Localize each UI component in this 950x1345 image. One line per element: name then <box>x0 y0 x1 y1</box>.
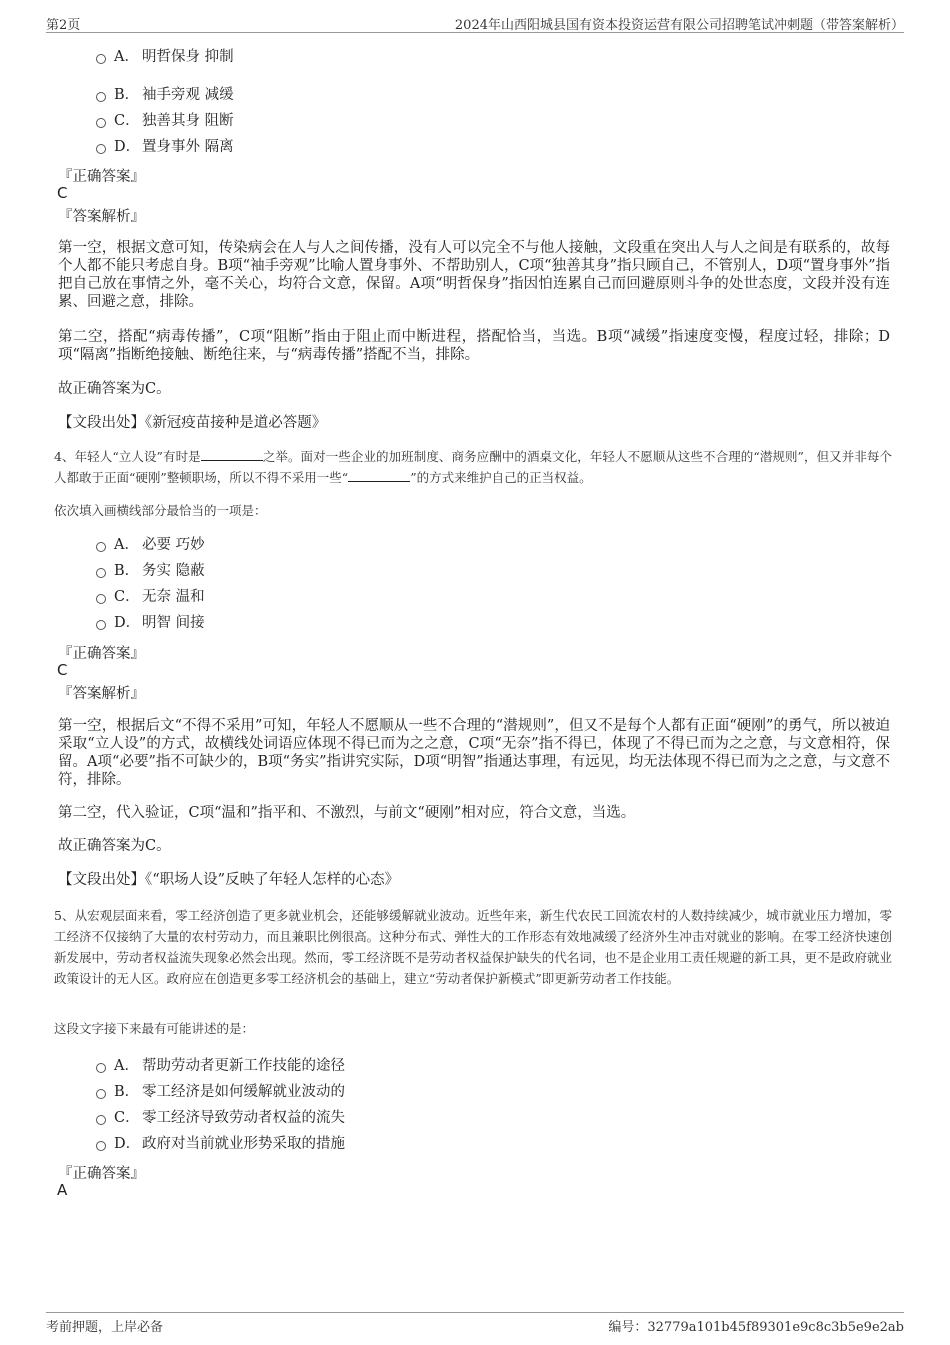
document-id: 编号：32779a101b45f89301e9c8c3b5e9e2ab <box>608 1320 904 1335</box>
q4-answer: C <box>57 661 68 679</box>
radio-icon[interactable] <box>96 92 106 102</box>
radio-icon[interactable] <box>96 542 106 552</box>
q4-blank-2 <box>348 470 410 482</box>
q3-option-b[interactable]: B． 袖手旁观 减缓 <box>96 85 234 105</box>
q4-analysis-para-3: 故正确答案为C。 <box>58 838 171 854</box>
footer-slogan: 考前押题，上岸必备 <box>46 1320 164 1335</box>
q3-option-a[interactable]: A． 明哲保身 抑制 <box>96 47 234 67</box>
q3-analysis-label: 『答案解析』 <box>58 209 145 225</box>
q3-answer: C <box>57 184 68 202</box>
document-title: 2024年山西阳城县国有资本投资运营有限公司招聘笔试冲刺题（带答案解析） <box>454 18 904 33</box>
q4-answer-label: 『正确答案』 <box>58 646 145 662</box>
q3-source: 【文段出处】《新冠疫苗接种是道必答题》 <box>58 415 327 431</box>
radio-icon[interactable] <box>96 568 106 578</box>
q3-option-d[interactable]: D． 置身事外 隔离 <box>96 137 234 157</box>
radio-icon[interactable] <box>96 594 106 604</box>
q4-blank-1 <box>201 449 263 461</box>
radio-icon[interactable] <box>96 54 106 64</box>
q3-analysis-para-3: 故正确答案为C。 <box>58 381 171 397</box>
q3-answer-label: 『正确答案』 <box>58 169 145 185</box>
q5-prompt: 这段文字接下来最有可能讲述的是： <box>54 1021 255 1036</box>
q3-analysis-para-1: 第一空，根据文意可知，传染病会在人与人之间传播，没有人可以完全不与他人接触，文段重在突出人与人之间是有联系的，故每个人都不能只考虑自身。B项“袖手旁观”比喻人置身事外、不帮助别人，C项“独善其身”指只顾自己，不管别人，D项“置身事外”指把自己放在事情之外，毫不关心，均符合文意，保留。A项“明哲保身”指因怕连累自己而回避原则斗争的处世态度，文段并没有连累、回避之意，排除。 <box>58 240 890 310</box>
q5-option-a[interactable]: A． 帮助劳动者更新工作技能的途径 <box>96 1056 345 1076</box>
q5-option-b[interactable]: B． 零工经济是如何缓解就业波动的 <box>96 1082 345 1102</box>
q4-source: 【文段出处】《“职场人设”反映了年轻人怎样的心态》 <box>58 872 400 888</box>
q4-option-b[interactable]: B． 务实 隐蔽 <box>96 561 205 581</box>
q5-answer-label: 『正确答案』 <box>58 1166 145 1182</box>
q4-analysis-para-2: 第二空，代入验证，C项“温和”指平和、不激烈，与前文“硬刚”相对应，符合文意，当选。 <box>58 805 636 821</box>
radio-icon[interactable] <box>96 620 106 630</box>
page-footer <box>46 1312 904 1335</box>
q5-answer: A <box>57 1181 68 1199</box>
radio-icon[interactable] <box>96 144 106 154</box>
radio-icon[interactable] <box>96 1141 106 1151</box>
page-header <box>46 12 904 33</box>
q5-option-c[interactable]: C． 零工经济导致劳动者权益的流失 <box>96 1108 345 1128</box>
page-number: 第2页 <box>46 18 81 33</box>
q4-option-a[interactable]: A． 必要 巧妙 <box>96 535 205 555</box>
q3-option-c[interactable]: C． 独善其身 阻断 <box>96 111 234 131</box>
radio-icon[interactable] <box>96 118 106 128</box>
q4-analysis-para-1: 第一空，根据后文“不得不采用”可知，年轻人不愿顺从一些不合理的“潜规则”，但又不是每个人都有正面“硬刚”的勇气，所以被迫采取“立人设”的方式，故横线处词语应体现不得已而为之之意，C项“无奈”指不得已，体现了不得已而为之之意，与文意相符，保留。A项“必要”指不可缺少的，B项“务实”指讲究实际，D项“明智”指通达事理，有远见，均无法体现不得已而为之之意，与文意不符，排除。 <box>58 718 890 788</box>
q4-stem: 4、年轻人“立人设”有时是 之举。面对一些企业的加班制度、商务应酬中的酒桌文化，年轻人不愿顺从这些不合理的“潜规则”，但又并非每个人都敢于正面“硬刚”整顿职场，所以不得不采用一些“ ”的方式来维护自己的正当权益。 <box>54 449 892 485</box>
q4-option-c[interactable]: C． 无奈 温和 <box>96 587 205 607</box>
radio-icon[interactable] <box>96 1063 106 1073</box>
radio-icon[interactable] <box>96 1089 106 1099</box>
radio-icon[interactable] <box>96 1115 106 1125</box>
q5-stem: 5、从宏观层面来看，零工经济创造了更多就业机会，还能够缓解就业波动。近些年来，新生代农民工回流农村的人数持续减少，城市就业压力增加，零工经济不仅接纳了大量的农村劳动力，而且兼职比例很高。这种分布式、弹性大的工作形态有效地减缓了经济外生冲击对就业的影响。在零工经济快速创新发展中，劳动者权益流失现象必然会出现。然而，零工经济既不是劳动者权益保护缺失的代名词，也不是企业用工责任规避的新工具，更不是政府就业政策设计的无人区。政府应在创造更多零工经济机会的基础上，建立“劳动者保护新模式”即更新劳动者工作技能。 <box>54 908 892 986</box>
q4-prompt: 依次填入画横线部分最恰当的一项是： <box>54 503 267 518</box>
q3-analysis-para-2: 第二空，搭配“病毒传播”，C项“阻断”指由于阻止而中断进程，搭配恰当，当选。B项“减缓”指速度变慢，程度过轻，排除；D项“隔离”指断绝接触、断绝往来，与“病毒传播”搭配不当，排除。 <box>58 329 890 363</box>
q4-option-d[interactable]: D． 明智 间接 <box>96 613 205 633</box>
q5-option-d[interactable]: D． 政府对当前就业形势采取的措施 <box>96 1134 345 1154</box>
q4-analysis-label: 『答案解析』 <box>58 686 145 702</box>
